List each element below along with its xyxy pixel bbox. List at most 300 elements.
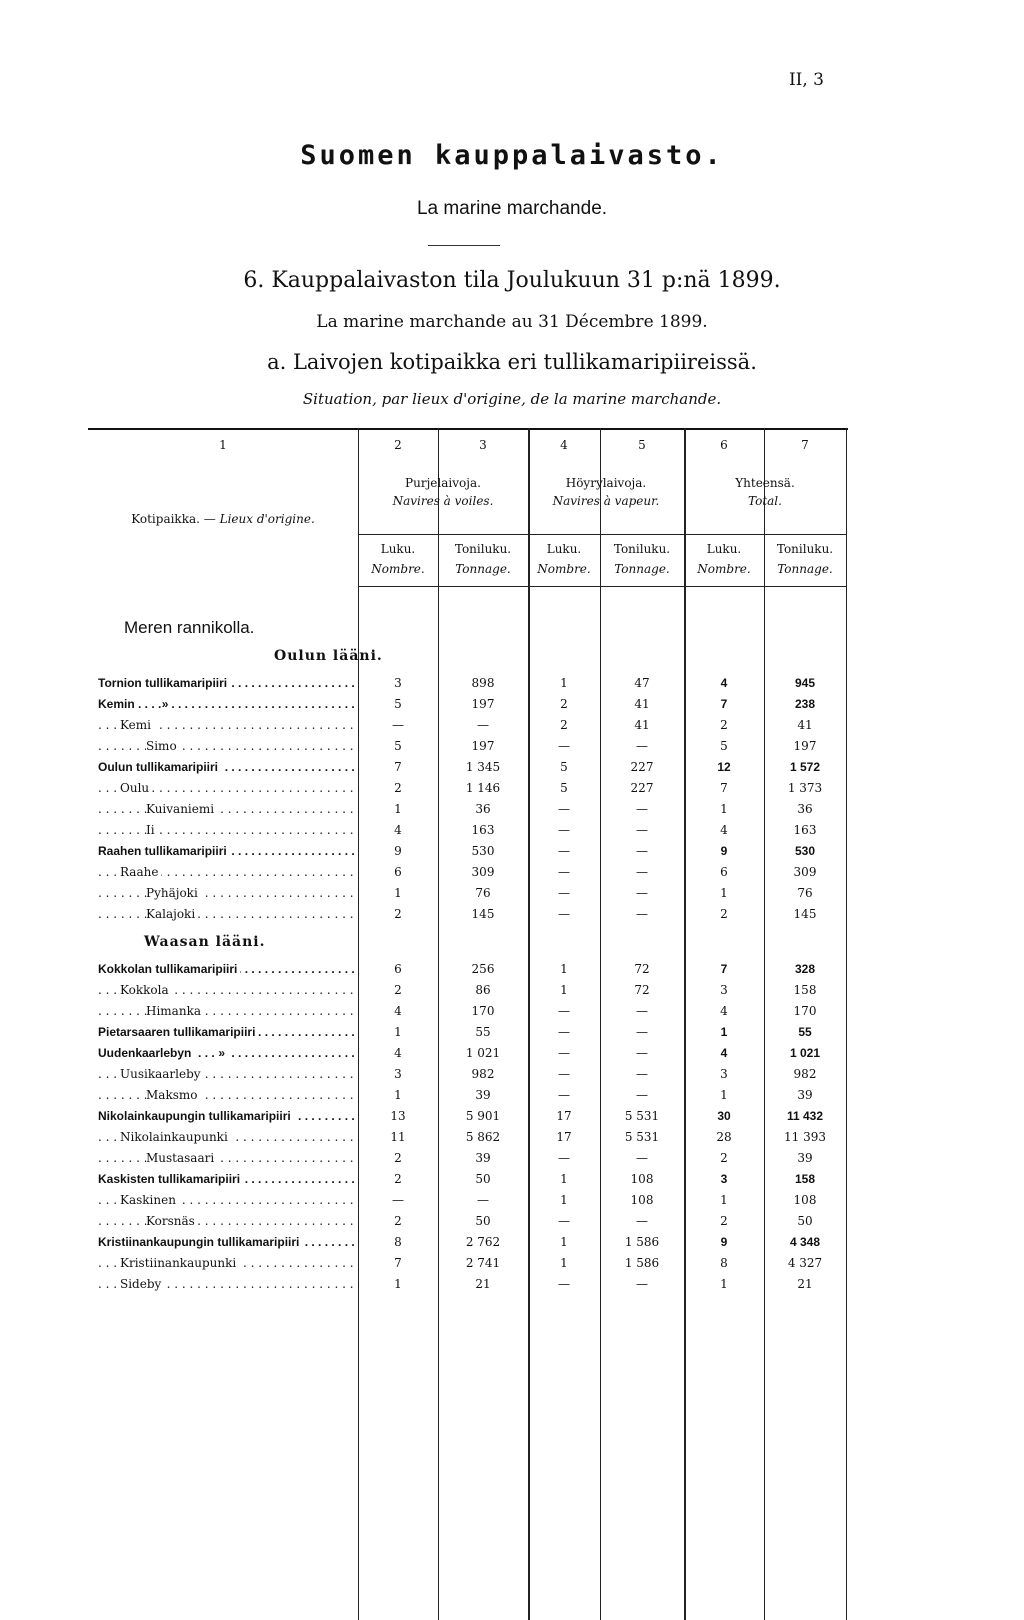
- cell-value: —: [477, 718, 489, 732]
- cell-value: —: [636, 1046, 648, 1060]
- cell-value: —: [558, 1046, 570, 1060]
- cell-value: 72: [634, 962, 650, 976]
- row-label-text: Nikolainkaupungin tullikamaripiiri: [98, 1109, 294, 1123]
- cell-value: —: [636, 907, 648, 921]
- row-label: [98, 823, 356, 837]
- cell-value: 1: [720, 1193, 728, 1207]
- row-label-text: Kaskinen: [120, 1193, 179, 1207]
- cell-value: 13: [390, 1109, 406, 1123]
- cell-value: 50: [475, 1214, 491, 1228]
- cell-value: 108: [630, 1193, 654, 1207]
- row-label: [98, 697, 356, 711]
- cell-value: 3: [394, 676, 402, 690]
- col-divider: [684, 428, 686, 1620]
- cell-value: 227: [630, 760, 654, 774]
- cell-value: 21: [797, 1277, 813, 1291]
- cell-value: 2: [394, 1151, 402, 1165]
- statistics-table: [88, 428, 848, 1620]
- table-row: [88, 907, 848, 927]
- cell-value: 5: [394, 697, 402, 711]
- cell-value: 17: [556, 1130, 572, 1144]
- cell-value: 3: [720, 1067, 728, 1081]
- cell-value: 227: [630, 781, 654, 795]
- table-title-french: Situation, par lieux d'origine, de la marine marchande.: [302, 390, 722, 408]
- cell-value: —: [636, 1151, 648, 1165]
- table-row: [88, 1109, 848, 1129]
- cell-value: —: [636, 739, 648, 753]
- cell-value: 5: [394, 739, 402, 753]
- group-header-french: Total.: [748, 494, 782, 508]
- cell-value: 7: [720, 962, 728, 976]
- subheader-count-french: Nombre.: [371, 562, 425, 576]
- cell-value: —: [636, 802, 648, 816]
- cell-value: 2: [394, 781, 402, 795]
- cell-value: 945: [794, 676, 816, 690]
- table-row: [88, 802, 848, 822]
- subheader-count: [358, 542, 438, 576]
- row-label-text: Kemi: [120, 718, 154, 732]
- row-label: [98, 1256, 356, 1270]
- row-label: [98, 1277, 356, 1291]
- cell-value: 2 741: [465, 1256, 501, 1270]
- table-row: [88, 1088, 848, 1108]
- row-label-text: Ii: [146, 823, 158, 837]
- cell-value: —: [558, 1025, 570, 1039]
- cell-value: —: [636, 865, 648, 879]
- table-title: a. Laivojen kotipaikka eri tullikamaripiireissä.: [267, 350, 757, 374]
- cell-value: 11 393: [784, 1130, 826, 1144]
- ditto-mark: »: [218, 1046, 228, 1060]
- cell-value: 4: [720, 1004, 728, 1018]
- table-row: [88, 676, 848, 696]
- cell-value: 1: [394, 886, 402, 900]
- cell-value: 4: [720, 823, 728, 837]
- cell-value: —: [636, 1004, 648, 1018]
- cell-value: 108: [793, 1193, 817, 1207]
- table-top-rule: [88, 428, 848, 430]
- cell-value: 1 586: [624, 1256, 660, 1270]
- col1-header-french: — Lieux d'origine.: [203, 512, 315, 526]
- cell-value: 328: [794, 962, 816, 976]
- cell-value: 41: [797, 718, 813, 732]
- col-divider: [358, 428, 359, 1620]
- subheader-count: [528, 542, 600, 576]
- subheader-tonnage-french: Tonnage.: [614, 562, 670, 576]
- col1-header: [88, 512, 358, 526]
- cell-value: 1: [560, 1193, 568, 1207]
- cell-value: 50: [475, 1172, 491, 1186]
- row-label: [98, 739, 356, 753]
- row-label-text: Nikolainkaupunki: [120, 1130, 231, 1144]
- cell-value: 4 327: [787, 1256, 823, 1270]
- row-label-text: Sideby: [120, 1277, 164, 1291]
- cell-value: 145: [793, 907, 817, 921]
- row-label: [98, 1088, 356, 1102]
- table-row: [88, 983, 848, 1003]
- cell-value: —: [636, 1067, 648, 1081]
- col-divider: [600, 428, 601, 1620]
- table-row: [88, 823, 848, 843]
- cell-value: 163: [471, 823, 495, 837]
- section-title: 6. Kauppalaivaston tila Joulukuun 31 p:nä 1899.: [243, 268, 781, 293]
- row-label: [98, 1046, 356, 1060]
- cell-value: —: [558, 1277, 570, 1291]
- table-row: [88, 739, 848, 759]
- col-divider: [846, 428, 847, 1620]
- row-label-text: Maksmo: [146, 1088, 200, 1102]
- subheader-count-french: Nombre.: [537, 562, 591, 576]
- group-header-total: [684, 476, 846, 508]
- row-label-text: Kokkola: [120, 983, 172, 997]
- cell-value: 2: [394, 907, 402, 921]
- subheader-tonnage: [764, 542, 846, 576]
- group-header-steam: [528, 476, 684, 508]
- cell-value: 1: [560, 1235, 568, 1249]
- cell-value: 12: [717, 760, 731, 774]
- cell-value: 4: [720, 1046, 728, 1060]
- cell-value: 41: [634, 697, 650, 711]
- cell-value: 145: [471, 907, 495, 921]
- group-header-french: Navires à voiles.: [392, 494, 494, 508]
- cell-value: —: [558, 1214, 570, 1228]
- row-label-text: Korsnäs: [146, 1214, 198, 1228]
- cell-value: —: [558, 1067, 570, 1081]
- cell-value: 9: [720, 1235, 728, 1249]
- cell-value: 6: [720, 865, 728, 879]
- row-label: [98, 1151, 356, 1165]
- cell-value: 1: [720, 886, 728, 900]
- table-row: [88, 844, 848, 864]
- cell-value: 3: [394, 1067, 402, 1081]
- cell-value: 1: [560, 1172, 568, 1186]
- row-label: [98, 1130, 356, 1144]
- row-label-text: Uudenkaarlebyn: [98, 1046, 194, 1060]
- row-label: [98, 907, 356, 921]
- table-row: [88, 781, 848, 801]
- cell-value: 309: [793, 865, 817, 879]
- subheader-count-finnish: Luku.: [546, 542, 582, 556]
- cell-value: 6: [394, 962, 402, 976]
- cell-value: —: [636, 844, 648, 858]
- table-row: [88, 1130, 848, 1150]
- subheader-tonnage-finnish: Toniluku.: [613, 542, 671, 556]
- cell-value: —: [558, 1088, 570, 1102]
- cell-value: 1: [394, 802, 402, 816]
- cell-value: 8: [394, 1235, 402, 1249]
- cell-value: —: [558, 865, 570, 879]
- table-row: [88, 760, 848, 780]
- group-header-french: Navires à vapeur.: [552, 494, 660, 508]
- cell-value: 2: [720, 1151, 728, 1165]
- cell-value: 2 762: [465, 1235, 501, 1249]
- cell-value: 238: [794, 697, 816, 711]
- table-row: [88, 1214, 848, 1234]
- cell-value: 17: [556, 1109, 572, 1123]
- cell-value: 530: [471, 844, 495, 858]
- cell-value: 39: [797, 1088, 813, 1102]
- cell-value: —: [636, 1088, 648, 1102]
- col-number: 5: [638, 438, 646, 452]
- cell-value: 1: [720, 802, 728, 816]
- cell-value: 2: [720, 907, 728, 921]
- table-row: [88, 1025, 848, 1045]
- col-number: 6: [720, 438, 728, 452]
- row-label-text: Oulu: [120, 781, 152, 795]
- row-label: [98, 781, 356, 795]
- row-label-text: Kuivaniemi: [146, 802, 217, 816]
- cell-value: 2: [560, 697, 568, 711]
- cell-value: 4: [394, 823, 402, 837]
- cell-value: 4: [720, 676, 728, 690]
- cell-value: 530: [794, 844, 816, 858]
- row-label-text: Simo: [146, 739, 180, 753]
- row-label: [98, 1109, 356, 1123]
- table-row: [88, 1193, 848, 1213]
- cell-value: —: [392, 718, 404, 732]
- row-label: [98, 1067, 356, 1081]
- cell-value: 3: [720, 983, 728, 997]
- cell-value: 170: [793, 1004, 817, 1018]
- cell-value: 76: [475, 886, 491, 900]
- cell-value: 197: [471, 697, 495, 711]
- table-row: [88, 1151, 848, 1171]
- cell-value: 30: [717, 1109, 731, 1123]
- cell-value: 1: [720, 1088, 728, 1102]
- page-title: Suomen kauppalaivasto.: [300, 140, 724, 171]
- subheader-count-finnish: Luku.: [706, 542, 742, 556]
- subheader-tonnage-finnish: Toniluku.: [776, 542, 834, 556]
- cell-value: 5 901: [465, 1109, 501, 1123]
- table-row: [88, 865, 848, 885]
- col-number: 7: [801, 438, 809, 452]
- cell-value: 7: [394, 1256, 402, 1270]
- section-title-french: La marine marchande au 31 Décembre 1899.: [316, 312, 708, 332]
- row-label-text: Kokkolan tullikamaripiiri: [98, 962, 240, 976]
- cell-value: 39: [475, 1151, 491, 1165]
- row-label-text: Pyhäjoki: [146, 886, 201, 900]
- cell-value: —: [636, 1277, 648, 1291]
- cell-value: 36: [475, 802, 491, 816]
- cell-value: 76: [797, 886, 813, 900]
- cell-value: 158: [793, 983, 817, 997]
- cell-value: 197: [793, 739, 817, 753]
- cell-value: 256: [471, 962, 495, 976]
- cell-value: 1 572: [789, 760, 821, 774]
- row-label-text: Oulun tullikamaripiiri: [98, 760, 221, 774]
- cell-value: 47: [634, 676, 650, 690]
- row-label-text: Kemin: [98, 697, 138, 711]
- cell-value: 1: [720, 1277, 728, 1291]
- cell-value: 11 432: [786, 1109, 824, 1123]
- cell-value: 1: [560, 1256, 568, 1270]
- col-divider: [764, 428, 765, 1620]
- header-rule: [358, 586, 846, 587]
- cell-value: 36: [797, 802, 813, 816]
- cell-value: 28: [716, 1130, 732, 1144]
- cell-value: —: [558, 802, 570, 816]
- cell-value: 158: [794, 1172, 816, 1186]
- cell-value: 170: [471, 1004, 495, 1018]
- cell-value: 2: [720, 718, 728, 732]
- cell-value: —: [477, 1193, 489, 1207]
- table-row: [88, 962, 848, 982]
- cell-value: 1 021: [465, 1046, 501, 1060]
- cell-value: 1: [394, 1088, 402, 1102]
- cell-value: 8: [720, 1256, 728, 1270]
- cell-value: 39: [797, 1151, 813, 1165]
- col-divider: [438, 428, 439, 1620]
- cell-value: 108: [630, 1172, 654, 1186]
- cell-value: 1: [394, 1025, 402, 1039]
- group-header-finnish: Yhteensä.: [735, 476, 795, 490]
- cell-value: 4 348: [789, 1235, 821, 1249]
- row-label-text: Uusikaarleby: [120, 1067, 204, 1081]
- row-label-text: Kaskisten tullikamaripiiri: [98, 1172, 243, 1186]
- cell-value: 7: [720, 697, 728, 711]
- row-label: [98, 983, 356, 997]
- cell-value: —: [558, 886, 570, 900]
- cell-value: 6: [394, 865, 402, 879]
- cell-value: 1 373: [787, 781, 823, 795]
- cell-value: 5: [720, 739, 728, 753]
- cell-value: 1: [720, 1025, 728, 1039]
- row-label-text: Kristiinankaupungin tullikamaripiiri: [98, 1235, 302, 1249]
- row-label: [98, 962, 356, 976]
- table-row: [88, 1004, 848, 1024]
- cell-value: 1: [560, 983, 568, 997]
- cell-value: —: [558, 739, 570, 753]
- cell-value: 4: [394, 1046, 402, 1060]
- cell-value: 9: [394, 844, 402, 858]
- cell-value: 1: [394, 1277, 402, 1291]
- col-number: 3: [479, 438, 487, 452]
- cell-value: 1 345: [465, 760, 501, 774]
- cell-value: 2: [394, 1214, 402, 1228]
- cell-value: 7: [720, 781, 728, 795]
- subheader-count-finnish: Luku.: [380, 542, 416, 556]
- subheader-tonnage: [600, 542, 684, 576]
- cell-value: 55: [475, 1025, 491, 1039]
- cell-value: —: [636, 823, 648, 837]
- cell-value: 7: [394, 760, 402, 774]
- subheader-tonnage: [438, 542, 528, 576]
- subheader-tonnage-french: Tonnage.: [455, 562, 511, 576]
- cell-value: 5: [560, 760, 568, 774]
- cell-value: 982: [471, 1067, 495, 1081]
- cell-value: —: [558, 907, 570, 921]
- table-row: [88, 1256, 848, 1276]
- col-number: 2: [394, 438, 402, 452]
- row-label: [98, 1214, 356, 1228]
- cell-value: 41: [634, 718, 650, 732]
- ditto-mark: »: [162, 697, 172, 711]
- col-number: 1: [219, 438, 227, 452]
- cell-value: 11: [390, 1130, 406, 1144]
- cell-value: 1: [560, 676, 568, 690]
- row-label: [98, 802, 356, 816]
- subheader-tonnage-finnish: Toniluku.: [454, 542, 512, 556]
- cell-value: 5 862: [465, 1130, 501, 1144]
- cell-value: 5 531: [624, 1109, 660, 1123]
- cell-value: 1 021: [789, 1046, 821, 1060]
- province-heading: Waasan lääni.: [144, 934, 266, 950]
- row-label: [98, 676, 356, 690]
- row-label: [98, 844, 356, 858]
- header-rule: [358, 534, 846, 535]
- page-subtitle-french: La marine marchande.: [416, 198, 608, 219]
- title-divider: [428, 245, 500, 246]
- cell-value: 21: [475, 1277, 491, 1291]
- row-label: [98, 1172, 356, 1186]
- cell-value: 50: [797, 1214, 813, 1228]
- subheader-count: [684, 542, 764, 576]
- col-number: 4: [560, 438, 568, 452]
- cell-value: 1 586: [624, 1235, 660, 1249]
- col-divider: [528, 428, 530, 1620]
- cell-value: 982: [793, 1067, 817, 1081]
- cell-value: —: [636, 1025, 648, 1039]
- cell-value: —: [558, 823, 570, 837]
- row-label: [98, 760, 356, 774]
- row-label-text: Himanka: [146, 1004, 204, 1018]
- cell-value: 39: [475, 1088, 491, 1102]
- col1-header-finnish: Kotipaikka.: [131, 512, 200, 526]
- cell-value: —: [558, 1151, 570, 1165]
- row-label-text: Pietarsaaren tullikamaripiiri: [98, 1025, 258, 1039]
- table-row: [88, 697, 848, 717]
- cell-value: 1: [560, 962, 568, 976]
- cell-value: 3: [720, 1172, 728, 1186]
- table-row: [88, 1172, 848, 1192]
- cell-value: 2: [394, 983, 402, 997]
- region-heading: Meren rannikolla.: [124, 618, 255, 637]
- cell-value: 72: [634, 983, 650, 997]
- subheader-tonnage-french: Tonnage.: [777, 562, 833, 576]
- cell-value: 163: [793, 823, 817, 837]
- row-label-text: Raahe: [120, 865, 161, 879]
- subheader-count-french: Nombre.: [697, 562, 751, 576]
- cell-value: 86: [475, 983, 491, 997]
- cell-value: 9: [720, 844, 728, 858]
- row-label-text: Kalajoki: [146, 907, 198, 921]
- row-label: [98, 886, 356, 900]
- row-label-text: Mustasaari: [146, 1151, 217, 1165]
- row-label-text: Raahen tullikamaripiiri: [98, 844, 230, 858]
- cell-value: —: [558, 1004, 570, 1018]
- group-header-sail: [358, 476, 528, 508]
- row-label: [98, 1025, 356, 1039]
- cell-value: 197: [471, 739, 495, 753]
- cell-value: —: [558, 844, 570, 858]
- cell-value: 55: [798, 1025, 812, 1039]
- cell-value: 4: [394, 1004, 402, 1018]
- province-heading: Oulun lääni.: [274, 648, 383, 664]
- table-row: [88, 1235, 848, 1255]
- table-row: [88, 886, 848, 906]
- table-row: [88, 718, 848, 738]
- cell-value: 2: [394, 1172, 402, 1186]
- row-label-text: Tornion tullikamaripiiri: [98, 676, 230, 690]
- row-label: [98, 718, 356, 732]
- group-header-finnish: Höyrylaivoja.: [565, 476, 647, 490]
- cell-value: —: [636, 1214, 648, 1228]
- cell-value: 5 531: [624, 1130, 660, 1144]
- cell-value: —: [636, 886, 648, 900]
- row-label: [98, 1235, 356, 1249]
- table-row: [88, 1067, 848, 1087]
- cell-value: 1 146: [465, 781, 501, 795]
- row-label: [98, 1193, 356, 1207]
